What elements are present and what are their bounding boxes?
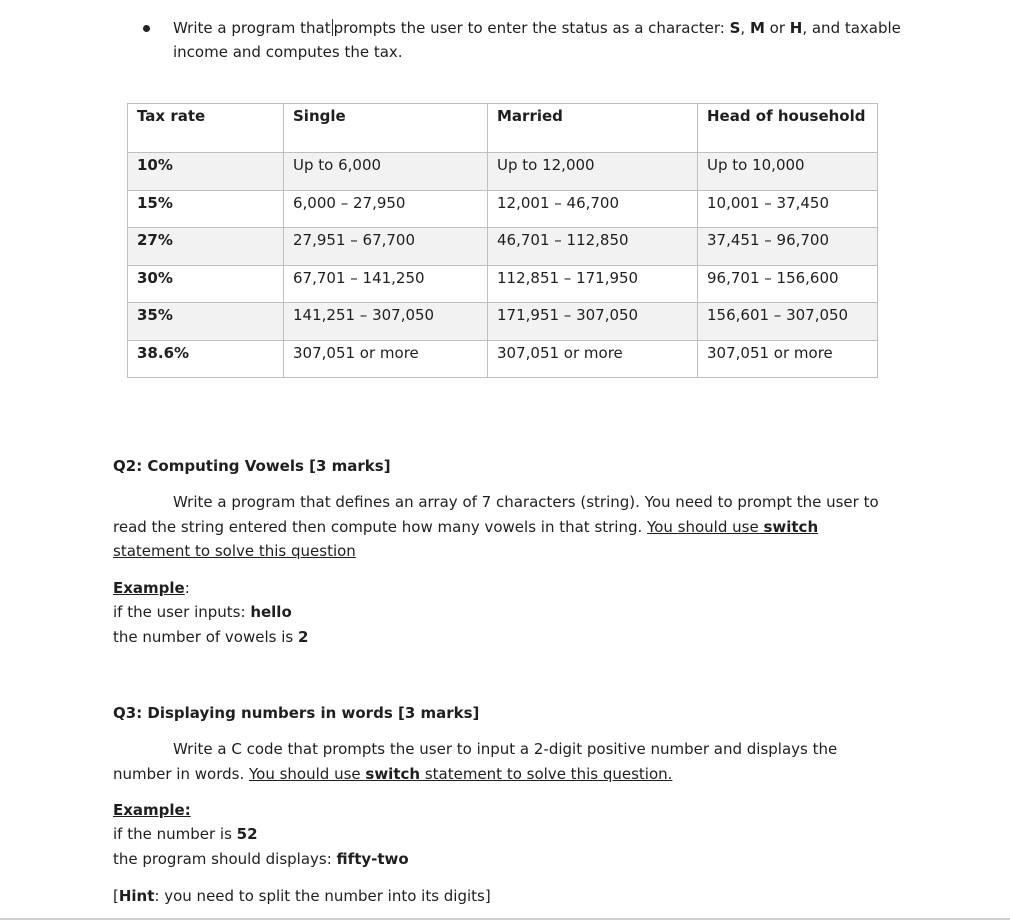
married-cell: 112,851 – 171,950 bbox=[488, 265, 698, 303]
table-row bbox=[128, 303, 878, 341]
tax-rate-cell: 35% bbox=[128, 303, 284, 341]
single-cell: 27,951 – 67,700 bbox=[284, 228, 488, 266]
q2-title: Q2: Computing Vowels [3 marks] bbox=[113, 457, 391, 475]
single-cell: 307,051 or more bbox=[284, 340, 488, 378]
married-cell: 307,051 or more bbox=[488, 340, 698, 378]
tax-rate-cell: 10% bbox=[128, 153, 284, 191]
tax-rate-cell: 30% bbox=[128, 265, 284, 303]
q3-example-output: the program should displays: fifty-two bbox=[113, 850, 409, 868]
bullet-text: Write a program that prompts the user to enter the status as a character: S, M or H, and taxable income and computes the tax. bbox=[173, 19, 901, 61]
table-row bbox=[128, 340, 878, 378]
married-cell: 171,951 – 307,050 bbox=[488, 303, 698, 341]
married-cell: 12,001 – 46,700 bbox=[488, 190, 698, 228]
q3-example-input: if the number is 52 bbox=[113, 825, 258, 843]
q2-example-output: the number of vowels is 2 bbox=[113, 628, 309, 646]
table-row bbox=[128, 153, 878, 191]
tax-rate-table bbox=[127, 103, 878, 378]
header-single: Single bbox=[284, 104, 488, 153]
head-of-household-cell: Up to 10,000 bbox=[698, 153, 878, 191]
q2-example-input: if the user inputs: hello bbox=[113, 603, 292, 621]
tax-rate-cell: 27% bbox=[128, 228, 284, 266]
tax-rate-cell: 38.6% bbox=[128, 340, 284, 378]
q3-example-label: Example: bbox=[113, 801, 191, 819]
single-cell: Up to 6,000 bbox=[284, 153, 488, 191]
head-of-household-cell: 156,601 – 307,050 bbox=[698, 303, 878, 341]
q3-hint: [Hint: you need to split the number into its digits] bbox=[113, 887, 491, 905]
table-row bbox=[128, 228, 878, 266]
header-head-of-household: Head of household bbox=[698, 104, 878, 153]
text-cursor bbox=[332, 19, 333, 36]
head-of-household-cell: 96,701 – 156,600 bbox=[698, 265, 878, 303]
head-of-household-cell: 307,051 or more bbox=[698, 340, 878, 378]
header-tax-rate: Tax rate bbox=[128, 104, 284, 153]
married-cell: Up to 12,000 bbox=[488, 153, 698, 191]
single-cell: 67,701 – 141,250 bbox=[284, 265, 488, 303]
q2-example-label: Example: bbox=[113, 579, 190, 597]
q3-body: Write a C code that prompts the user to input a 2-digit positive number and displays the number in words. You should use switch statement to solve this question. bbox=[113, 740, 838, 783]
table-header-row bbox=[128, 104, 878, 153]
q3-title: Q3: Displaying numbers in words [3 marks] bbox=[113, 704, 480, 722]
head-of-household-cell: 37,451 – 96,700 bbox=[698, 228, 878, 266]
married-cell: 46,701 – 112,850 bbox=[488, 228, 698, 266]
table-row bbox=[128, 265, 878, 303]
head-of-household-cell: 10,001 – 37,450 bbox=[698, 190, 878, 228]
bullet-point bbox=[143, 25, 150, 32]
single-cell: 141,251 – 307,050 bbox=[284, 303, 488, 341]
single-cell: 6,000 – 27,950 bbox=[284, 190, 488, 228]
header-married: Married bbox=[488, 104, 698, 153]
tax-rate-cell: 15% bbox=[128, 190, 284, 228]
table-row bbox=[128, 190, 878, 228]
q2-body: Write a program that defines an array of 7 characters (string). You need to prompt the user to read the string entered then compute how many vowels in that string. You should use switch statement to solve this question bbox=[113, 493, 879, 560]
